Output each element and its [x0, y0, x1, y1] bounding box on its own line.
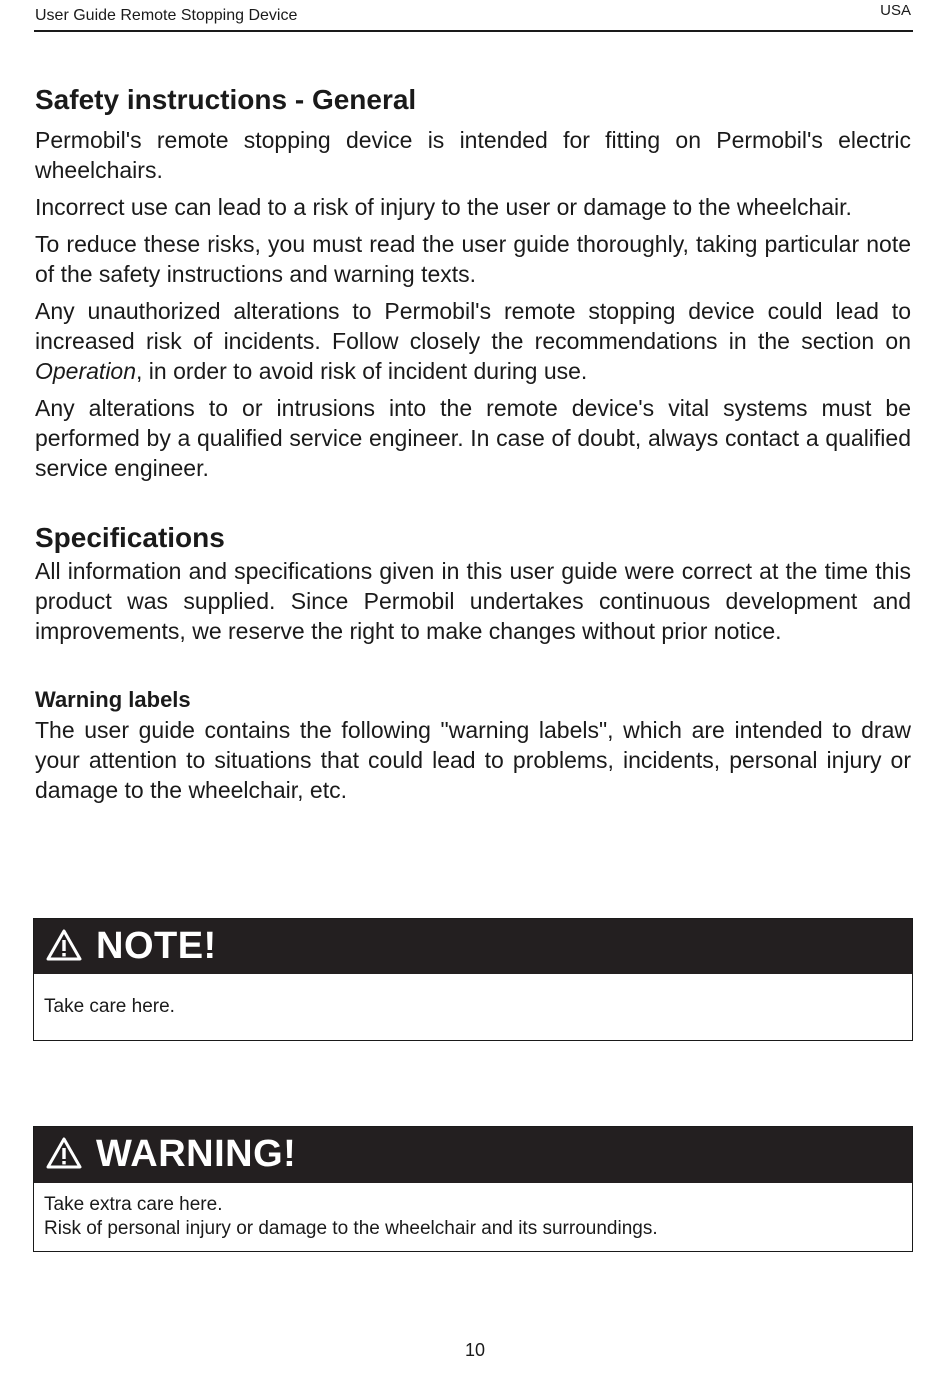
warning-box-text-1: Take extra care here. [44, 1194, 223, 1215]
warning-labels-heading: Warning labels [35, 687, 191, 712]
warning-labels-section [35, 685, 911, 805]
warning-box [33, 1126, 913, 1252]
note-box [33, 918, 913, 1041]
note-box-text: Take care here. [44, 996, 175, 1017]
document-title: User Guide Remote Stopping Device [35, 7, 298, 24]
safety-paragraph-4-start: Any unauthorized alterations to Permobil's remote stopping device could lead to increased risk of incidents. Follow closely the recommendations in the section on [35, 298, 911, 354]
safety-paragraph-3: To reduce these risks, you must read the user guide thoroughly, taking particular note of the safety instructions and warning texts. [35, 231, 911, 287]
warning-box-text-2: Risk of personal injury or damage to the wheelchair and its surroundings. [44, 1218, 658, 1239]
safety-section [35, 82, 911, 483]
specifications-paragraph: All information and specifications given in this user guide were correct at the time this product was supplied. Since Permobil undertakes continuous development and improvements, we reserve the right to make changes without prior notice. [35, 558, 911, 644]
note-box-header [34, 919, 912, 974]
note-box-body [34, 974, 912, 1019]
warning-triangle-icon [46, 928, 82, 962]
warning-labels-paragraph: The user guide contains the following "warning labels", which are intended to draw your attention to situations that could lead to problems, incidents, personal injury or damage to the wheelchair, etc. [35, 717, 911, 803]
operation-reference: Operation [35, 358, 137, 384]
warning-triangle-icon [46, 1136, 82, 1170]
running-header [34, 2, 913, 32]
page-content [35, 82, 911, 812]
safety-paragraph-4 [35, 296, 911, 386]
safety-paragraph-4-end: , in order to avoid risk of incident during use. [136, 358, 588, 384]
region-label: USA [880, 2, 911, 19]
warning-box-header [34, 1127, 912, 1183]
safety-paragraph-2: Incorrect use can lead to a risk of injury to the user or damage to the wheelchair. [35, 194, 852, 220]
safety-paragraph-1: Permobil's remote stopping device is intended for fitting on Permobil's electric wheelchairs. [35, 127, 911, 183]
safety-heading: Safety instructions - General [35, 84, 417, 115]
warning-box-body [34, 1183, 912, 1241]
note-box-title: NOTE! [96, 925, 217, 967]
safety-paragraph-5: Any alterations to or intrusions into the remote device's vital systems must be performed by a qualified service engineer. In case of doubt, always contact a qualified service engineer. [35, 395, 911, 481]
specifications-heading: Specifications [35, 522, 225, 553]
specifications-section [35, 520, 911, 646]
warning-box-title: WARNING! [96, 1133, 297, 1175]
page-number: 10 [464, 1340, 486, 1360]
